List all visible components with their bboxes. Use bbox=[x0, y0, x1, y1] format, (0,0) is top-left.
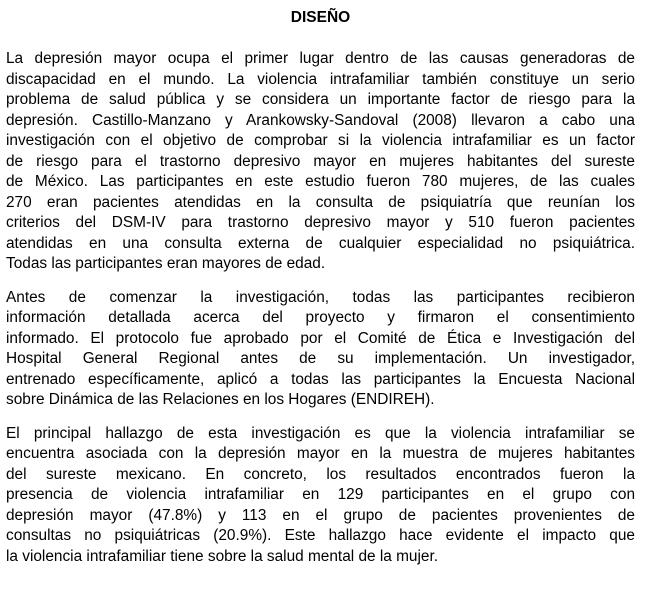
paragraph-line: 270 eran pacientes atendidas en la consulta de psiquiatría que reunían los bbox=[6, 193, 635, 211]
section-heading: DISEÑO bbox=[290, 9, 351, 26]
paragraph-line: sobre Dinámica de las Relaciones en los Hogares (ENDIREH). bbox=[6, 391, 435, 408]
paragraph-line: criterios del DSM-IV para trastorno depresivo mayor y 510 fueron pacientes bbox=[6, 214, 635, 231]
paragraph-line: El principal hallazgo de esta investigación es que la violencia intrafamiliar se bbox=[6, 424, 635, 442]
paragraph-line: Todas las participantes eran mayores de edad. bbox=[6, 255, 326, 272]
paragraph-line: discapacidad en el mundo. La violencia intrafamiliar también constituye un serio bbox=[6, 70, 635, 88]
paragraph-line: Antes de comenzar la investigación, todas las participantes recibieron bbox=[6, 288, 635, 306]
paragraph-line: entrenado específicamente, aplicó a todas las participantes la Encuesta Nacional bbox=[6, 370, 635, 388]
paragraph-line: depresión mayor (47.8%) y 113 en el grupo de pacientes provenientes de bbox=[6, 506, 635, 524]
paragraph-line: la violencia intrafamiliar tiene sobre la salud mental de la mujer. bbox=[6, 547, 439, 565]
paragraph-line: depresión. Castillo-Manzano y Arankowsky-Sandoval (2008) llevaron a cabo una bbox=[6, 111, 635, 129]
paragraph-line: encuentra asociada con la depresión mayor en la muestra de mujeres habitantes bbox=[6, 445, 635, 462]
document-page bbox=[6, 0, 635, 567]
paragraph-line: atendidas en una consulta externa de cualquier especialidad no psiquiátrica. bbox=[6, 234, 635, 252]
paragraph-line: La depresión mayor ocupa el primer lugar dentro de las causas generadoras de bbox=[6, 50, 635, 67]
paragraph-line: información detallada acerca del proyecto y firmaron el consentimiento bbox=[6, 309, 635, 326]
paragraph-line: de riesgo para el trastorno depresivo mayor en mujeres habitantes del sureste bbox=[6, 152, 635, 170]
paragraph-line: informado. El protocolo fue aprobado por el Comité de Ética e Investigación del bbox=[6, 329, 635, 347]
paragraph-line: Hospital General Regional antes de su implementación. Un investigador, bbox=[6, 350, 635, 367]
paragraph-line: problema de salud pública y se considera un importante factor de riesgo para la bbox=[6, 91, 635, 108]
paragraph-findings bbox=[6, 424, 635, 568]
paragraph-line: de México. Las participantes en este estudio fueron 780 mujeres, de las cuales bbox=[6, 173, 635, 190]
paragraph-introduction bbox=[6, 49, 635, 275]
paragraph-line: consultas no psiquiátricas (20.9%). Este hallazgo hace evidente el impacto que bbox=[6, 527, 635, 544]
paragraph-line: presencia de violencia intrafamiliar en 129 participantes en el grupo con bbox=[6, 486, 635, 503]
paragraph-procedure bbox=[6, 288, 635, 411]
paragraph-line: del sureste mexicano. En concreto, los resultados encontrados fueron la bbox=[6, 465, 635, 483]
paragraph-line: investigación con el objetivo de comprobar si la violencia intrafamiliar es un factor bbox=[6, 132, 635, 149]
